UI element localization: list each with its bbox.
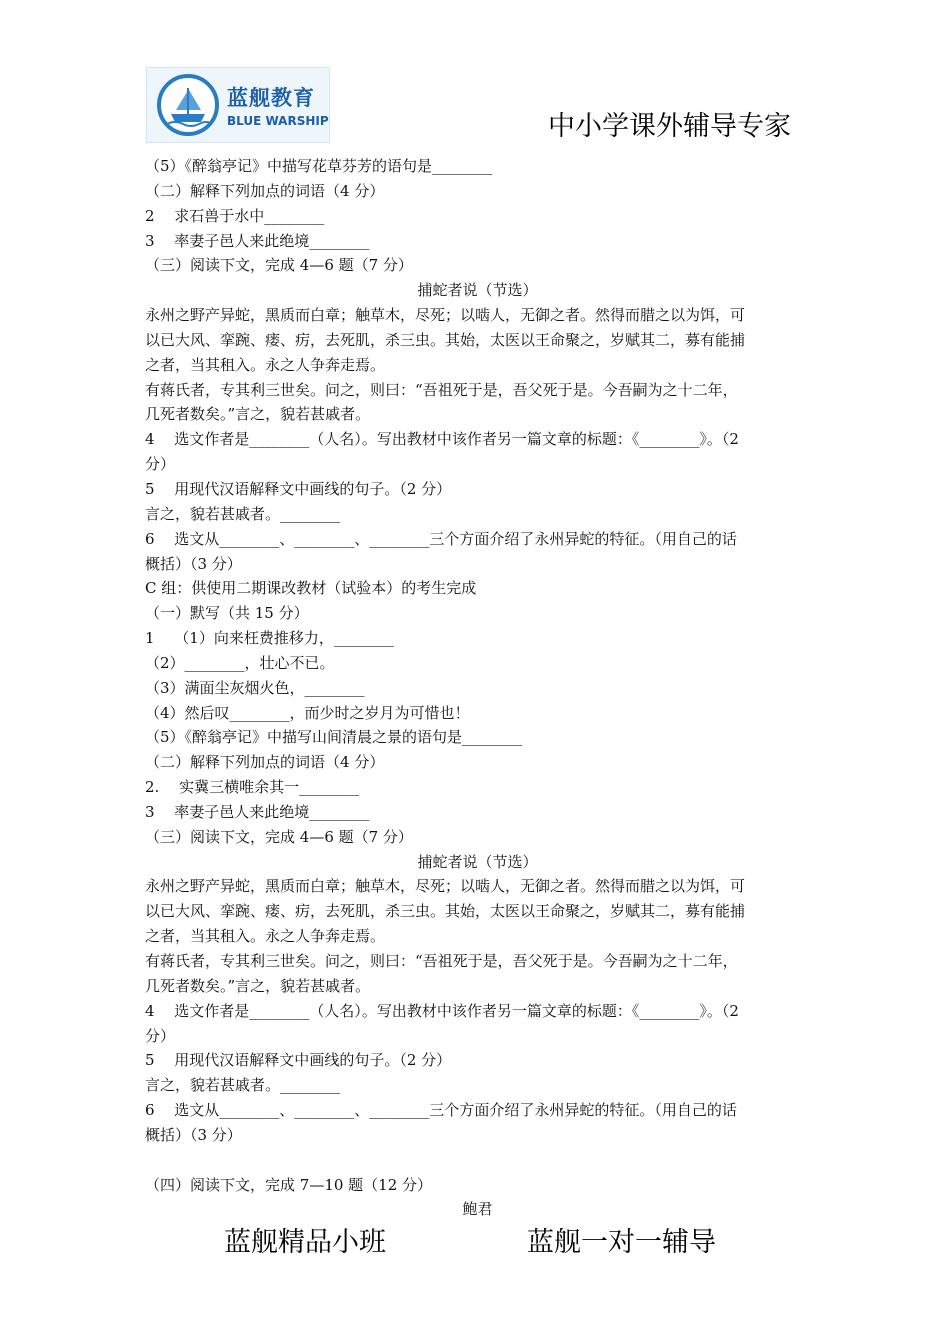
text-line: 6 选文从________、________、________三个方面介绍了永州异蛇的特征。（用自己的话	[145, 529, 737, 548]
text-line: 鲍君	[462, 1200, 493, 1219]
text-line: （三）阅读下文，完成 4—6 题（7 分）	[145, 256, 413, 275]
logo-english-text: BLUE WARSHIP	[227, 114, 329, 128]
text-line: 有蒋氏者，专其利三世矣。问之，则曰：“吾祖死于是，吾父死于是。今吾嗣为之十二年，	[145, 380, 738, 399]
text-line: （2）________，壮心不已。	[145, 653, 335, 672]
text-line: （5）《醉翁亭记》中描写山间清晨之景的语句是________	[145, 728, 523, 747]
text-line: （4）然后叹________，而少时之岁月为可惜也！	[145, 703, 470, 722]
logo-chinese-text: 蓝舰教育	[227, 86, 315, 110]
text-line: 几死者数矣。”言之，貌若甚戚者。	[145, 405, 371, 424]
text-line: （四）阅读下文，完成 7—10 题（12 分）	[145, 1175, 433, 1194]
text-line: 之者，当其租入。永之人争奔走焉。	[145, 927, 386, 946]
text-line: 之者，当其租入。永之人争奔走焉。	[145, 355, 386, 374]
text-line: （5）《醉翁亭记》中描写花草芬芳的语句是________	[145, 157, 493, 175]
text-line: （三）阅读下文，完成 4—6 题（7 分）	[145, 827, 413, 846]
text-line: 1 （1）向来枉费推移力，________	[145, 629, 394, 648]
text-line: 几死者数矣。”言之，貌若甚戚者。	[145, 976, 371, 995]
text-line: 分）	[145, 1026, 176, 1045]
text-line: 捕蛇者说（节选）	[417, 281, 538, 300]
text-line: 5 用现代汉语解释文中画线的句子。（2 分）	[145, 1051, 452, 1070]
text-line: 4 选文作者是________（人名）。写出教材中该作者另一篇文章的标题：《________》。（2	[145, 430, 739, 449]
text-line: 言之，貌若甚戚者。________	[145, 1076, 341, 1095]
text-line: 概括）（3 分）	[145, 1125, 242, 1144]
text-line: （3）满面尘灰烟火色，________	[145, 678, 365, 697]
document-body	[145, 154, 810, 1222]
text-line: 言之，貌若甚戚者。________	[145, 504, 341, 523]
text-line: 2 求石兽于水中________	[145, 206, 325, 225]
text-line: 4 选文作者是________（人名）。写出教材中该作者另一篇文章的标题：《________》。（2	[145, 1001, 739, 1020]
text-line: （二）解释下列加点的词语（4 分）	[145, 181, 385, 200]
text-line: 概括）（3 分）	[145, 554, 242, 573]
text-line: （二）解释下列加点的词语（4 分）	[145, 753, 385, 772]
text-line: 以已大风、挛踠、瘘、疠，去死肌，杀三虫。其始，太医以王命聚之，岁赋其二，募有能捕	[145, 902, 746, 921]
ship-emblem-icon	[157, 74, 219, 136]
text-line: 3 率妻子邑人来此绝境________	[145, 802, 370, 821]
footer-one-on-one: 蓝舰一对一辅导	[527, 1227, 716, 1258]
text-line: 分）	[145, 455, 176, 474]
header-slogan: 中小学课外辅导专家	[548, 111, 791, 142]
brand-logo	[146, 67, 330, 143]
text-line: 5 用现代汉语解释文中画线的句子。（2 分）	[145, 479, 452, 498]
text-line: 6 选文从________、________、________三个方面介绍了永州异蛇的特征。（用自己的话	[145, 1101, 737, 1120]
text-line: 永州之野产异蛇，黑质而白章；触草木，尽死；以啮人，无御之者。然得而腊之以为饵，可	[145, 306, 746, 325]
text-line: C 组：供使用二期课改教材（试验本）的考生完成	[145, 579, 477, 598]
footer-small-class: 蓝舰精品小班	[224, 1227, 386, 1258]
text-line: 有蒋氏者，专其利三世矣。问之，则曰：“吾祖死于是，吾父死于是。今吾嗣为之十二年，	[145, 952, 738, 970]
text-line: 3 率妻子邑人来此绝境________	[145, 231, 370, 250]
text-line: （一）默写（共 15 分）	[145, 604, 309, 623]
text-line: 2. 实冀三横唯余其一________	[145, 778, 360, 797]
text-line: 以已大风、挛踠、瘘、疠，去死肌，杀三虫。其始，太医以王命聚之，岁赋其二，募有能捕	[145, 330, 746, 349]
text-line: 捕蛇者说（节选）	[417, 852, 538, 871]
blank-line	[145, 1148, 810, 1173]
text-line: 永州之野产异蛇，黑质而白章；触草木，尽死；以啮人，无御之者。然得而腊之以为饵，可	[145, 877, 746, 896]
